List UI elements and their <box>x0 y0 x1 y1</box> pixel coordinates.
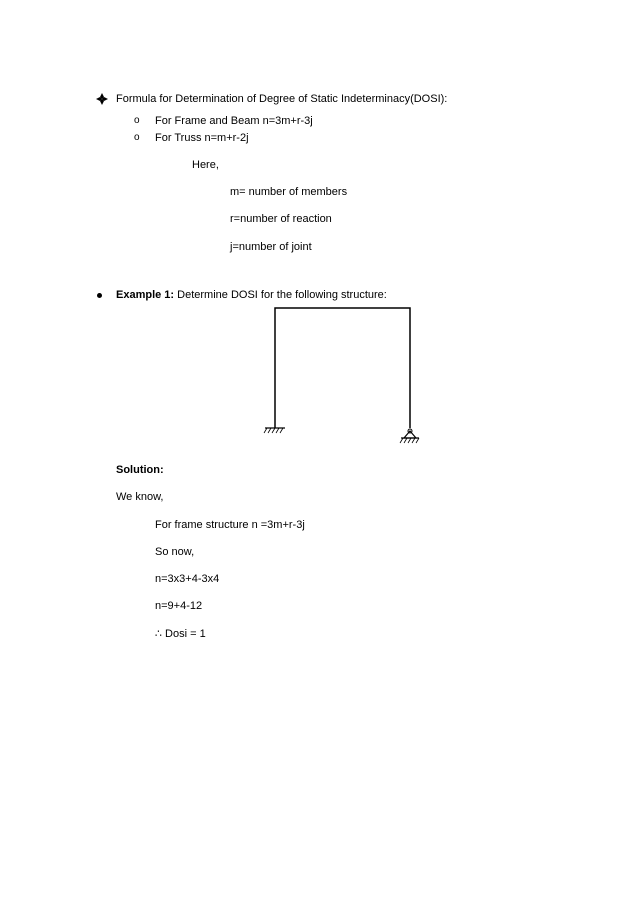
example-label: Example 1: <box>116 289 175 301</box>
fixed-support-icon <box>264 428 285 433</box>
circle-bullet-icon: o <box>134 115 140 126</box>
here-label: Here, <box>192 159 219 171</box>
portal-frame-diagram <box>255 300 435 450</box>
dot-bullet-icon <box>97 293 102 298</box>
example-text: Determine DOSI for the following structure: <box>174 289 387 301</box>
solution-step: So now, <box>155 546 195 558</box>
circle-bullet-icon: o <box>134 132 140 143</box>
solution-heading: Solution: <box>116 464 164 476</box>
formula-heading: Formula for Determination of Degree of Static Indeterminacy(DOSI): <box>116 93 448 105</box>
solution-step: n=9+4-12 <box>155 600 203 612</box>
frame-beam-formula: For Frame and Beam n=3m+r-3j <box>155 115 313 127</box>
pinned-support-icon <box>400 429 419 443</box>
definition-members: m= number of members <box>230 186 348 198</box>
solution-step: For frame structure n =3m+r-3j <box>155 519 305 531</box>
frame-members <box>275 308 410 428</box>
diamond-bullet-icon <box>96 93 108 105</box>
solution-result: ∴ Dosi = 1 <box>155 628 206 640</box>
we-know-line: We know, <box>116 491 164 503</box>
definition-joint: j=number of joint <box>230 241 312 253</box>
solution-step: n=3x3+4-3x4 <box>155 573 220 585</box>
truss-formula: For Truss n=m+r-2j <box>155 132 249 144</box>
definition-reaction: r=number of reaction <box>230 213 332 225</box>
